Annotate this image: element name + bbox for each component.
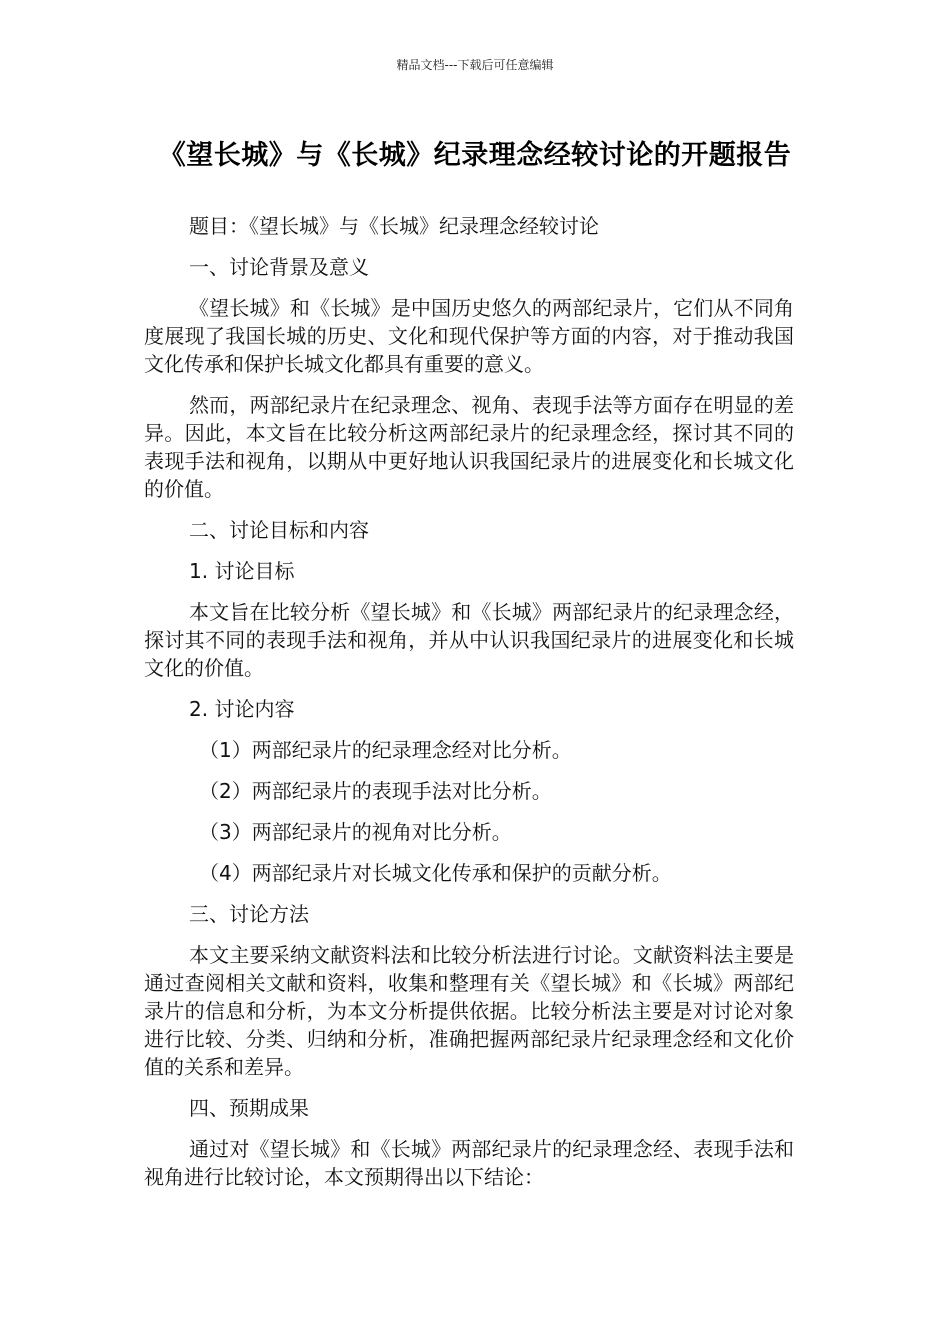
subheading-content: 2. 讨论内容 — [189, 697, 295, 721]
paragraph-background-2: 然而，两部纪录片在纪录理念、视角、表现手法等方面存在明显的差异。因此，本文旨在比较分析这两部纪录片的纪录理念经，探讨其不同的表现手法和视角，以期从中更好地认识我国纪录片的进展变化和长城文化的价值。 — [144, 393, 794, 501]
paragraph-goal: 本文旨在比较分析《望长城》和《长城》两部纪录片的纪录理念经，探讨其不同的表现手法和视角，并从中认识我国纪录片的进展变化和长城文化的价值。 — [144, 600, 794, 680]
paragraph-background-1: 《望长城》和《长城》是中国历史悠久的两部纪录片，它们从不同角度展现了我国长城的历史、文化和现代保护等方面的内容，对于推动我国文化传承和保护长城文化都具有重要的意义。 — [144, 296, 794, 376]
list-item-content-2: （2）两部纪录片的表现手法对比分析。 — [199, 779, 552, 803]
paragraph-results: 通过对《望长城》和《长城》两部纪录片的纪录理念经、表现手法和视角进行比较讨论，本文预期得出以下结论： — [144, 1137, 794, 1189]
subheading-goal: 1. 讨论目标 — [189, 559, 295, 583]
list-item-content-1: （1）两部纪录片的纪录理念经对比分析。 — [199, 738, 572, 762]
list-item-content-4: （4）两部纪录片对长城文化传承和保护的贡献分析。 — [199, 861, 672, 885]
section-heading-results: 四、预期成果 — [189, 1096, 309, 1120]
document-title: 《望长城》与《长城》纪录理念经较讨论的开题报告 — [158, 140, 792, 171]
list-item-content-3: （3）两部纪录片的视角对比分析。 — [199, 820, 512, 844]
paragraph-methods: 本文主要采纳文献资料法和比较分析法进行讨论。文献资料法主要是通过查阅相关文献和资料，收集和整理有关《望长城》和《长城》两部纪录片的信息和分析，为本文分析提供依据。比较分析法主要是对讨论对象进行比较、分类、归纳和分析，准确把握两部纪录片纪录理念经和文化价值的关系和差异。 — [144, 943, 794, 1079]
section-heading-goals: 二、讨论目标和内容 — [189, 518, 369, 542]
header-note: 精品文档---下载后可任意编辑 — [396, 58, 554, 72]
section-heading-background: 一、讨论背景及意义 — [189, 255, 369, 279]
section-heading-methods: 三、讨论方法 — [189, 902, 309, 926]
topic-line: 题目：《望长城》与《长城》纪录理念经较讨论 — [189, 214, 599, 238]
document-body — [144, 212, 794, 1204]
